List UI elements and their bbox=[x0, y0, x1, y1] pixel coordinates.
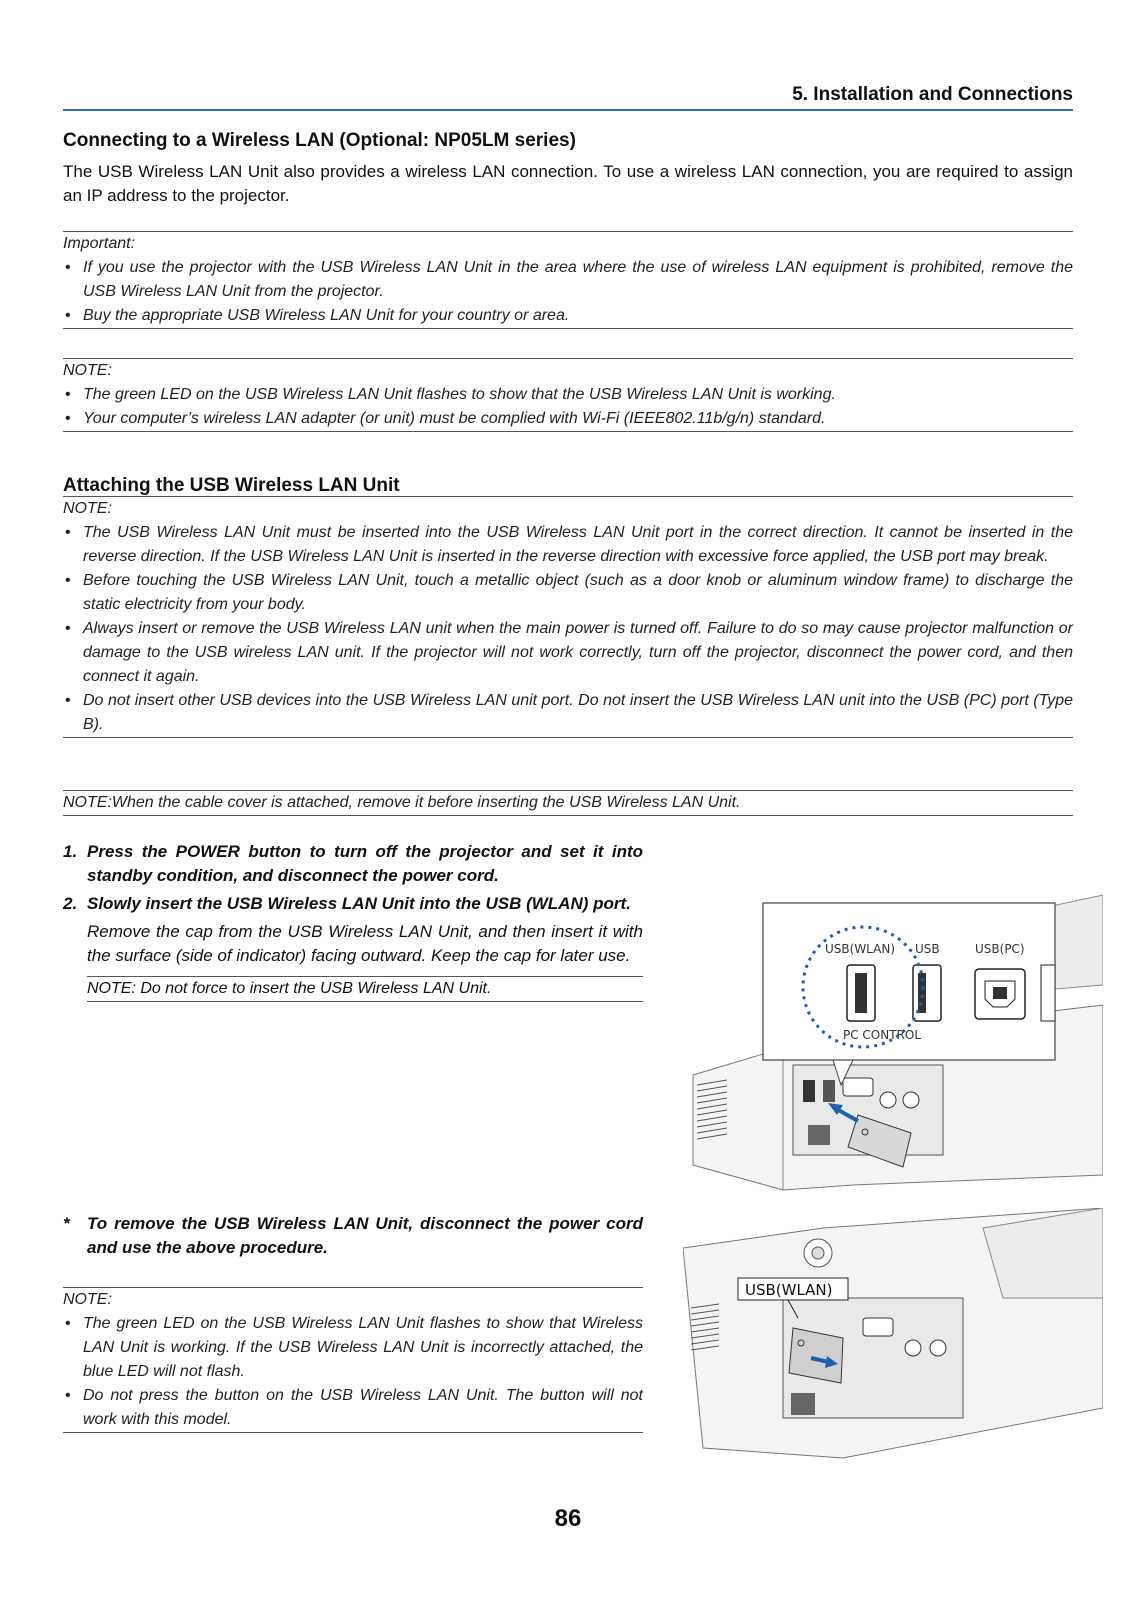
projector-port-illustration bbox=[683, 885, 1103, 1195]
port-label: USB bbox=[915, 942, 940, 956]
step-2-description: Remove the cap from the USB Wireless LAN Unit, and then insert it with the surface (side of indicator) facing outward. Keep the cap for later use. bbox=[87, 922, 643, 965]
step-1 bbox=[63, 840, 643, 888]
note-label: NOTE: bbox=[63, 1291, 112, 1308]
step-number: 2. bbox=[63, 894, 78, 913]
step-2 bbox=[63, 892, 643, 916]
important-item: • If you use the projector with the USB Wireless LAN Unit in the area where the use of wireless LAN equipment is prohibited, remove the USB Wireless LAN Unit from the projector. bbox=[63, 256, 1073, 304]
projector-installed-illustration bbox=[683, 1208, 1103, 1468]
cable-cover-note: NOTE:When the cable cover is attached, remove it before inserting the USB Wireless LAN Unit. bbox=[63, 790, 1073, 816]
note-box-wireless bbox=[63, 358, 1073, 432]
step-number: 1. bbox=[63, 842, 78, 861]
section-title-attaching: Attaching the USB Wireless LAN Unit bbox=[63, 475, 400, 496]
note-item: • The green LED on the USB Wireless LAN Unit flashes to show that Wireless LAN Unit is working. If the USB Wireless LAN Unit is incorrectly attached, the blue LED will not flash. bbox=[63, 1312, 643, 1384]
procedure-steps bbox=[63, 840, 643, 1002]
note-item: • The USB Wireless LAN Unit must be inserted into the USB Wireless LAN Unit port in the correct direction. It cannot be inserted in the reverse direction. If the USB Wireless LAN Unit is inserted in the reverse direction with excessive force applied, the USB port may break. bbox=[63, 521, 1073, 569]
step-text: Press the POWER button to turn off the projector and set it into standby condition, and disconnect the power cord. bbox=[87, 842, 643, 885]
usb-wlan-dongle bbox=[789, 1328, 843, 1383]
header-rule bbox=[63, 109, 1073, 111]
note-box-attaching bbox=[63, 496, 1073, 738]
step-text: Slowly insert the USB Wireless LAN Unit into the USB (WLAN) port. bbox=[87, 894, 631, 913]
note-item: • Always insert or remove the USB Wireless LAN unit when the main power is turned off. Failure to do so may cause projector malfunction or damage to the USB wireless LAN unit. If the projector will not work correctly, turn off the projector, disconnect the power cord, and then connect it again. bbox=[63, 617, 1073, 689]
note-box-led bbox=[63, 1287, 643, 1433]
important-item: • Buy the appropriate USB Wireless LAN Unit for your country or area. bbox=[63, 304, 1073, 328]
note-list bbox=[63, 521, 1073, 737]
important-label: Important: bbox=[63, 235, 136, 252]
section-title-wireless-lan: Connecting to a Wireless LAN (Optional: NP05LM series) bbox=[63, 130, 576, 151]
port-label: USB(WLAN) bbox=[745, 1281, 833, 1299]
note-label: NOTE: bbox=[63, 500, 112, 517]
important-list bbox=[63, 256, 1073, 328]
note-item: • Do not press the button on the USB Wireless LAN Unit. The button will not work with this model. bbox=[63, 1384, 643, 1432]
control-label: PC CONTROL bbox=[843, 1028, 922, 1042]
note-list bbox=[63, 383, 1073, 431]
figure-dongle-installed bbox=[683, 1208, 1103, 1468]
port-label: USB(PC) bbox=[975, 942, 1025, 956]
intro-paragraph: The USB Wireless LAN Unit also provides a wireless LAN connection. To use a wireless LAN connection, you are required to assign an IP address to the projector. bbox=[63, 162, 1073, 205]
note-list bbox=[63, 1312, 643, 1432]
removal-note-text: To remove the USB Wireless LAN Unit, disconnect the power cord and use the above procedure. bbox=[87, 1214, 643, 1257]
note-item: • Your computer’s wireless LAN adapter (or unit) must be complied with Wi-Fi (IEEE802.11b/g/n) standard. bbox=[63, 407, 1073, 431]
removal-note bbox=[63, 1212, 643, 1260]
port-label: USB(WLAN) bbox=[825, 942, 896, 956]
note-label: NOTE: bbox=[63, 362, 112, 379]
note-item: • Before touching the USB Wireless LAN Unit, touch a metallic object (such as a door knob or aluminum window frame) to discharge the static electricity from your body. bbox=[63, 569, 1073, 617]
figure-port-insertion bbox=[683, 885, 1103, 1195]
page-number: 86 bbox=[554, 1505, 582, 1532]
manual-page bbox=[63, 0, 1073, 1600]
important-box bbox=[63, 231, 1073, 329]
asterisk: * bbox=[63, 1214, 70, 1233]
note-item: • The green LED on the USB Wireless LAN Unit flashes to show that the USB Wireless LAN Unit is working. bbox=[63, 383, 1073, 407]
step-2-note: NOTE: Do not force to insert the USB Wireless LAN Unit. bbox=[87, 976, 643, 1002]
note-item: • Do not insert other USB devices into the USB Wireless LAN unit port. Do not insert the USB Wireless LAN unit into the USB (PC) port (Type B). bbox=[63, 689, 1073, 737]
running-header: 5. Installation and Connections bbox=[792, 84, 1073, 105]
